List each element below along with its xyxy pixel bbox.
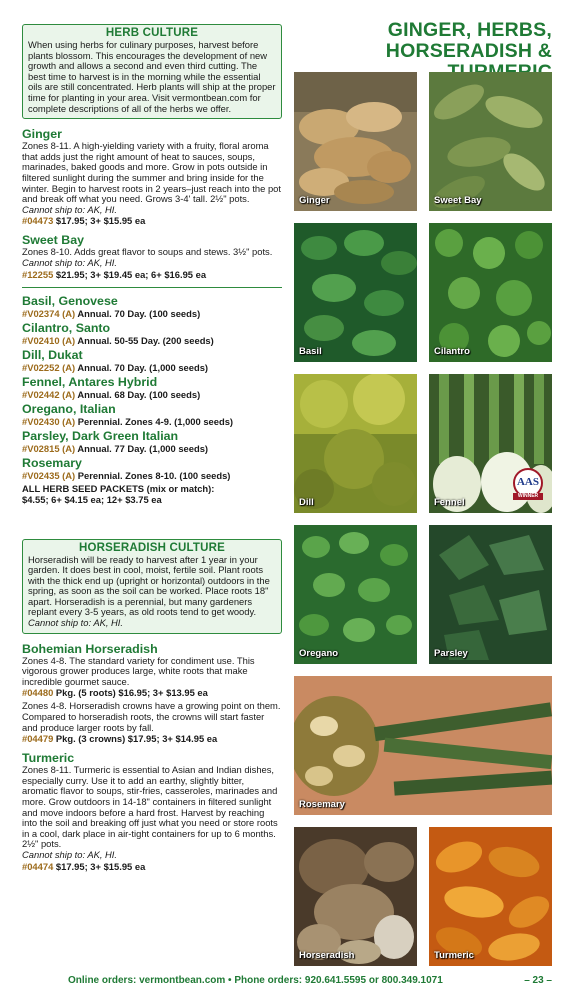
seed-list [22, 294, 282, 505]
seed-packet-pricing [22, 483, 282, 505]
dill-photo [294, 374, 417, 513]
seed-info [22, 335, 282, 346]
ginger-price: $17.95; 3+ $15.95 ea [53, 215, 146, 227]
seed-details: Annual. 77 Day. (1,000 seeds) [75, 442, 209, 454]
horseradish-culture-text [28, 555, 276, 629]
aas-badge-label: WINNER [517, 493, 539, 499]
cilantro-caption: Cilantro [434, 346, 470, 357]
sweet-bay-ship: Cannot ship to: AK, HI. [22, 256, 118, 268]
herb-culture-box [22, 24, 282, 119]
seed-info [22, 443, 282, 454]
aas-winner-badge [509, 468, 547, 502]
seed-code: #V02410 (A) [22, 334, 76, 346]
turmeric-code: #04474 [22, 860, 54, 872]
seed-code: #V02442 (A) [22, 388, 76, 400]
seed-details: Annual. 68 Day. (100 seeds) [75, 388, 201, 400]
bohemian-desc2: Zones 4-8. Horseradish crowns have a growing point on them. Compared to horseradish roots, the crowns will start faster and produce larger roots by fall. [22, 700, 281, 733]
bohemian-price2-line [22, 733, 282, 744]
ginger-price-line [22, 215, 282, 226]
sweet-bay-code: #12255 [22, 268, 54, 280]
turmeric-ship: Cannot ship to: AK, HI. [22, 848, 118, 860]
bohemian-entry [22, 642, 282, 745]
bohemian-name: Bohemian Horseradish [22, 641, 158, 656]
seed-details: Annual. 70 Day. (100 seeds) [75, 307, 201, 319]
seed-item [22, 294, 282, 319]
seed-info [22, 470, 282, 481]
seed-item [22, 402, 282, 427]
fennel-photo [429, 374, 552, 513]
turmeric-photo [429, 827, 552, 966]
bohemian-code1: #04480 [22, 687, 54, 699]
oregano-image [294, 525, 417, 664]
horseradish-culture-title: HORSERADISH CULTURE [78, 541, 226, 554]
seed-name: Cilantro, Santo [22, 320, 111, 335]
rosemary-caption: Rosemary [299, 799, 345, 810]
seed-code: #V02815 (A) [22, 442, 76, 454]
turmeric-name: Turmeric [22, 751, 75, 766]
ginger-photo [294, 72, 417, 211]
seed-name: Basil, Genovese [22, 293, 118, 308]
seed-name: Dill, Dukat [22, 347, 83, 362]
seed-code: #V02374 (A) [22, 307, 76, 319]
seed-code: #V02435 (A) [22, 469, 76, 481]
horseradish-caption: Horseradish [299, 950, 355, 961]
sweet-bay-image [429, 72, 552, 211]
seed-code: #V02252 (A) [22, 361, 76, 373]
ginger-desc [22, 141, 282, 215]
seed-item [22, 429, 282, 454]
horseradish-photo [294, 827, 417, 966]
sweet-bay-photo [429, 72, 552, 211]
seed-name: Oregano, Italian [22, 401, 116, 416]
parsley-photo [429, 525, 552, 664]
bohemian-desc1: Zones 4-8. The standard variety for condiment use. This vigorous grower produces large, white roots that make incredible gourmet sauce. [22, 654, 255, 687]
ginger-caption: Ginger [299, 195, 330, 206]
title-line2: HORSERADISH & [385, 40, 552, 62]
seed-info [22, 308, 282, 319]
parsley-caption: Parsley [434, 648, 468, 659]
page-number: – 23 – [524, 975, 552, 986]
seed-item [22, 348, 282, 373]
bohemian-price1-line [22, 687, 282, 698]
seed-info [22, 362, 282, 373]
ginger-desc-text: Zones 8-11. A high-yielding variety with a fruity, floral aroma that adds just the right amount of heat to sauces, soups, marinades, baked goods and more. Grow in pots outside in filtered sunlight during the summer and bring inside for the winter. Begin to harvest roots in 2 years–just reach into the pot and break off what you need. Grows 3-4' tall. 2½" pots. [22, 140, 281, 205]
section-divider [22, 287, 282, 288]
cilantro-photo [429, 223, 552, 362]
horseradish-culture-body: Horseradish will be ready to harvest after 1 year in your garden. It does best in cool, moist, fertile soil. Plant roots with the thick end up (upright or horizontal) outdoors in the spring, as soon as the soil can be worked. Place roots 18" apart. Horseradish is a perennial, but many gardeners replant every 3-5 years, as old roots tend to get woody. [28, 553, 270, 618]
bohemian-price2: Pkg. (3 crowns) $17.95; 3+ $14.95 ea [53, 733, 218, 745]
left-column [22, 24, 282, 872]
sweet-bay-name: Sweet Bay [22, 233, 84, 248]
seed-details: Perennial. Zones 8-10. (100 seeds) [75, 469, 231, 481]
seed-item [22, 375, 282, 400]
seed-details: Perennial. Zones 4-9. (1,000 seeds) [75, 415, 234, 427]
seed-details: Annual. 50-55 Day. (200 seeds) [75, 334, 214, 346]
basil-image [294, 223, 417, 362]
ginger-entry [22, 127, 282, 226]
seed-name: Rosemary [22, 455, 82, 470]
seed-packet-line1: ALL HERB SEED PACKETS (mix or match): [22, 482, 215, 494]
sweet-bay-desc-text: Zones 8-10. Adds great flavor to soups and stews. 3½" pots. [22, 246, 273, 258]
turmeric-desc: Zones 8-11. Turmeric is essential to Asian and Indian dishes, especially curry. Use it to add an earthy, slightly bitter, aromatic flavor to soups, stir-fries, casseroles, marinades and more. Grow outdoors in 14-18" containers in filtered sunlight and move indoors before a hard frost. Harvest by reaching into the soil and breaking off just what you need or store roots in a cool, dark place in air-tight containers for up to 6 months. 2½" pots. [22, 764, 278, 850]
horseradish-culture-ship: Cannot ship to: AK, HI. [28, 617, 124, 629]
ginger-image [294, 72, 417, 211]
turmeric-price: $17.95; 3+ $15.95 ea [53, 860, 146, 872]
basil-photo [294, 223, 417, 362]
bohemian-code2: #04479 [22, 733, 54, 745]
herb-culture-text: When using herbs for culinary purposes, harvest before plants blossom. This encourages the development of new growth and allows a second and even third cutting. The best time to harvest is in the morning while the essential oils are still concentrated. Herb plants will ship at the proper time for planting in your area. Visit vermontbean.com for complete descriptions of all of the herbs we offer. [28, 39, 276, 114]
horseradish-culture-box [22, 539, 282, 634]
turmeric-entry [22, 751, 282, 871]
seed-info [22, 389, 282, 400]
seed-item [22, 321, 282, 346]
fennel-caption: Fennel [434, 497, 465, 508]
herb-culture-title: HERB CULTURE [105, 27, 199, 39]
seed-code: #V02430 (A) [22, 415, 76, 427]
seed-name: Fennel, Antares Hybrid [22, 374, 158, 389]
rosemary-photo [294, 676, 552, 815]
rosemary-image [294, 676, 552, 815]
title-line1: GINGER, HERBS, [387, 19, 552, 41]
seed-packet-line2: $4.55; 6+ $4.15 ea; 12+ $3.75 ea [22, 493, 162, 505]
turmeric-price-line [22, 861, 282, 872]
seed-info [22, 416, 282, 427]
seed-item [22, 456, 282, 481]
footer-orders: Online orders: vermontbean.com • Phone orders: 920.641.5595 or 800.349.1071 [68, 975, 443, 986]
turmeric-caption: Turmeric [434, 950, 474, 961]
ginger-name: Ginger [22, 127, 62, 142]
horseradish-image [294, 827, 417, 966]
seed-details: Annual. 70 Day. (1,000 seeds) [75, 361, 209, 373]
cilantro-image [429, 223, 552, 362]
oregano-caption: Oregano [299, 648, 339, 659]
bohemian-price1: Pkg. (5 roots) $16.95; 3+ $13.95 ea [53, 687, 208, 699]
dill-image [294, 374, 417, 513]
basil-caption: Basil [299, 346, 322, 357]
ginger-code: #04473 [22, 215, 54, 227]
sweet-bay-desc [22, 247, 282, 268]
seed-name: Parsley, Dark Green Italian [22, 428, 179, 443]
sweet-bay-price-line [22, 269, 282, 280]
sweet-bay-entry [22, 233, 282, 279]
sweet-bay-caption: Sweet Bay [434, 195, 482, 206]
ginger-ship: Cannot ship to: AK, HI. [22, 203, 118, 215]
oregano-photo [294, 525, 417, 664]
dill-caption: Dill [299, 497, 314, 508]
turmeric-image [429, 827, 552, 966]
aas-badge-letters: AAS [516, 476, 539, 488]
parsley-image [429, 525, 552, 664]
sweet-bay-price: $21.95; 3+ $19.45 ea; 6+ $16.95 ea [53, 268, 207, 280]
